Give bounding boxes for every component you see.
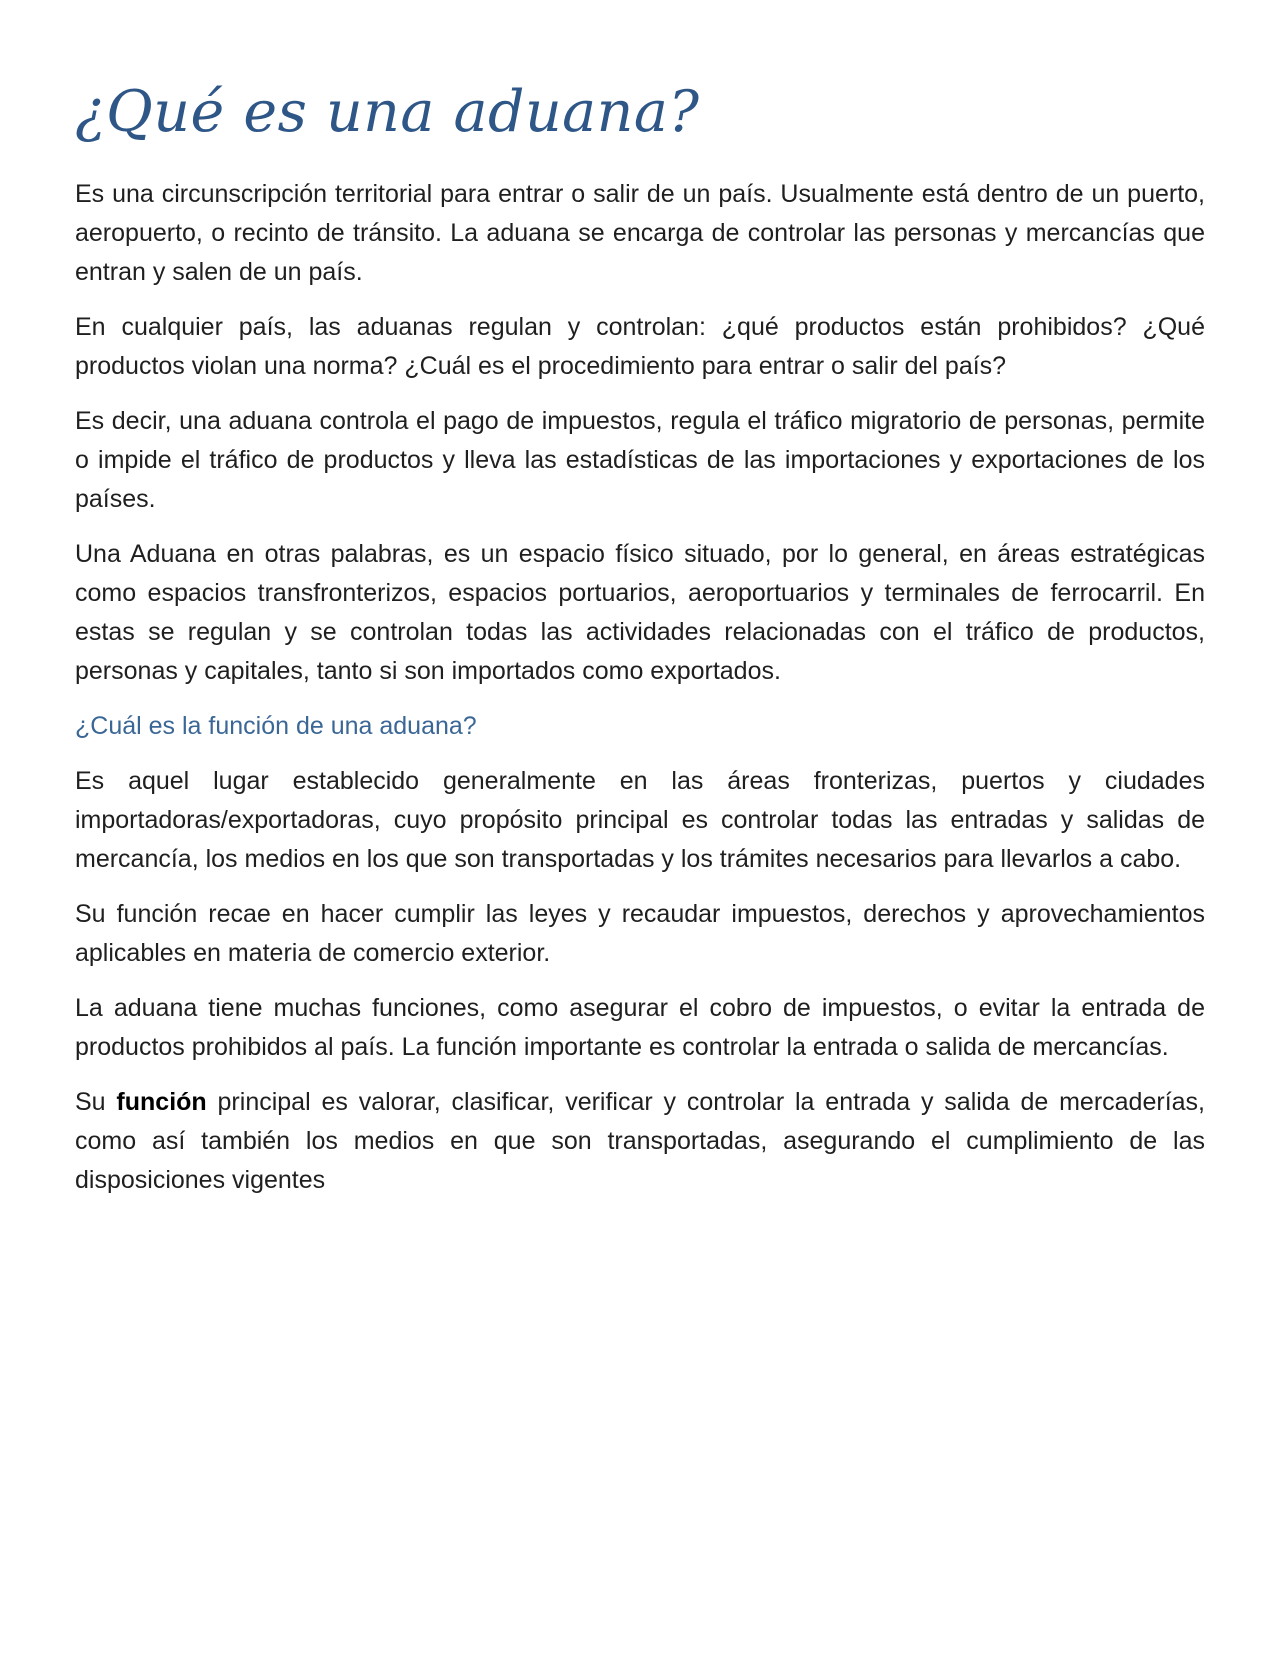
page-title: ¿Qué es una aduana? (75, 79, 700, 145)
document-page (75, 70, 1205, 1216)
paragraph-function-laws: Su función recae en hacer cumplir las leyes y recaudar impuestos, derechos y aprovechamientos aplicables en materia de comercio exterior. (75, 900, 1205, 967)
paragraph-prefix: Su (75, 1088, 117, 1116)
paragraph-physical-space: Una Aduana en otras palabras, es un espacio físico situado, por lo general, en áreas estratégicas como espacios transfronterizos, espacios portuarios, aeroportuarios y terminales de ferrocarril. En estas se regulan y se controlan todas las actividades relacionadas con el tráfico de productos, personas y capitales, tanto si son importados como exportados. (75, 540, 1205, 685)
section-heading-function: ¿Cuál es la función de una aduana? (75, 712, 477, 740)
paragraph-rest: principal es valorar, clasificar, verificar y controlar la entrada y salida de mercaderías, como así también los medios en que son transportadas, asegurando el cumplimiento de las disposiciones vigentes (75, 1088, 1205, 1194)
paragraph-definition: Es una circunscripción territorial para entrar o salir de un país. Usualmente está dentro de un puerto, aeropuerto, o recinto de tránsito. La aduana se encarga de controlar las personas y mercancías que entran y salen de un país. (75, 180, 1205, 286)
paragraph-regulation: En cualquier país, las aduanas regulan y controlan: ¿qué productos están prohibidos? ¿Qué productos violan una norma? ¿Cuál es el procedimiento para entrar o salir del país? (75, 313, 1205, 380)
paragraph-function-main (75, 1083, 1205, 1200)
bold-keyword: función (116, 1088, 207, 1116)
paragraph-function-many: La aduana tiene muchas funciones, como asegurar el cobro de impuestos, o evitar la entrada de productos prohibidos al país. La función importante es controlar la entrada o salida de mercancías. (75, 994, 1205, 1061)
paragraph-controls: Es decir, una aduana controla el pago de impuestos, regula el tráfico migratorio de personas, permite o impide el tráfico de productos y lleva las estadísticas de las importaciones y exportaciones de los países. (75, 407, 1205, 513)
paragraph-function-place: Es aquel lugar establecido generalmente en las áreas fronterizas, puertos y ciudades importadoras/exportadoras, cuyo propósito principal es controlar todas las entradas y salidas de mercancía, los medios en los que son transportadas y los trámites necesarios para llevarlos a cabo. (75, 767, 1205, 873)
